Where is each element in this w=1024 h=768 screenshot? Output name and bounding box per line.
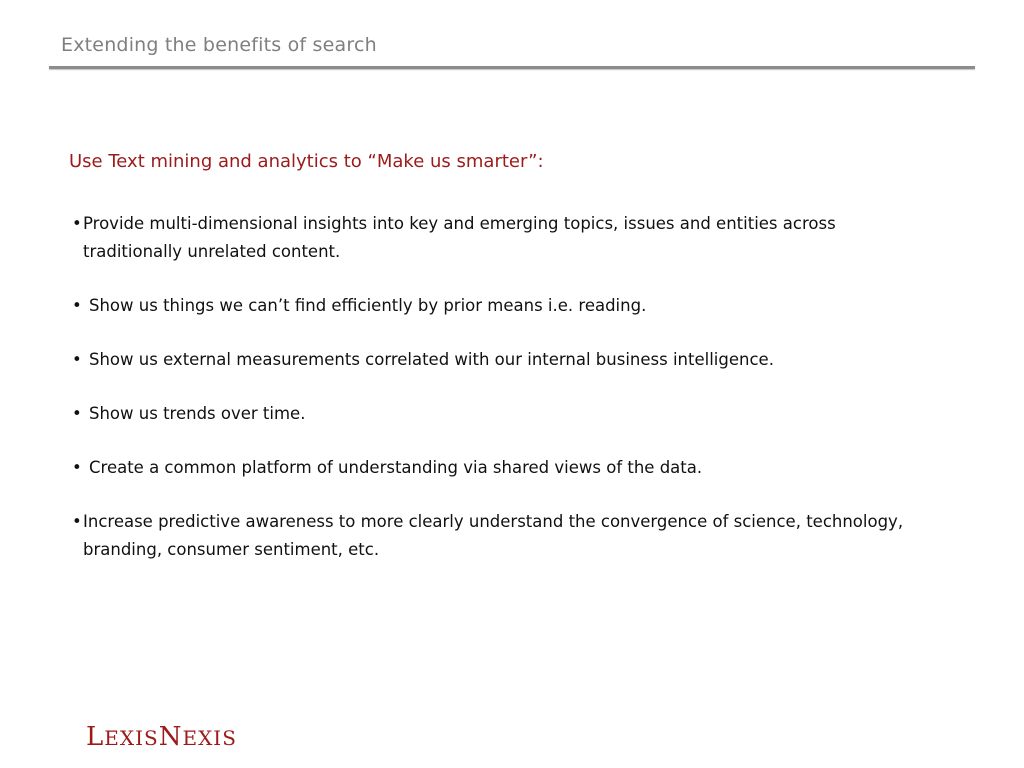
lexisnexis-logo bbox=[86, 722, 237, 752]
bullet-marker: • bbox=[72, 214, 82, 233]
bullet-item bbox=[72, 210, 912, 266]
bullet-item bbox=[72, 400, 912, 428]
bullet-marker: • bbox=[72, 512, 82, 531]
bullet-marker: • bbox=[72, 350, 82, 369]
bullet-marker: • bbox=[72, 404, 82, 423]
bullet-item bbox=[72, 346, 912, 374]
bullet-text: Create a common platform of understanding via shared views of the data. bbox=[89, 458, 703, 477]
bullet-text: Provide multi-dimensional insights into key and emerging topics, issues and entities across traditionally unrelated content. bbox=[83, 214, 836, 261]
bullet-item bbox=[72, 508, 912, 564]
bullet-marker: • bbox=[72, 296, 82, 315]
bullet-text: Show us trends over time. bbox=[89, 404, 306, 423]
bullet-marker: • bbox=[72, 458, 82, 477]
logo-initial-n: N bbox=[158, 722, 183, 752]
bullet-item bbox=[72, 454, 912, 482]
slide-title: Extending the benefits of search bbox=[61, 34, 377, 56]
bullet-text: Show us things we can’t find efficiently by prior means i.e. reading. bbox=[89, 296, 647, 315]
bullet-text: Increase predictive awareness to more clearly understand the convergence of science, technology, branding, consumer sentiment, etc. bbox=[83, 512, 904, 559]
logo-word1-rest: EXIS bbox=[104, 726, 159, 750]
bullet-text: Show us external measurements correlated with our internal business intelligence. bbox=[89, 350, 774, 369]
bullet-list bbox=[72, 210, 912, 590]
title-divider bbox=[49, 66, 975, 69]
bullet-item bbox=[72, 292, 912, 320]
logo-word2-rest: EXIS bbox=[182, 726, 237, 750]
section-subheading: Use Text mining and analytics to “Make us smarter”: bbox=[69, 151, 544, 172]
logo-initial-l: L bbox=[86, 722, 105, 752]
